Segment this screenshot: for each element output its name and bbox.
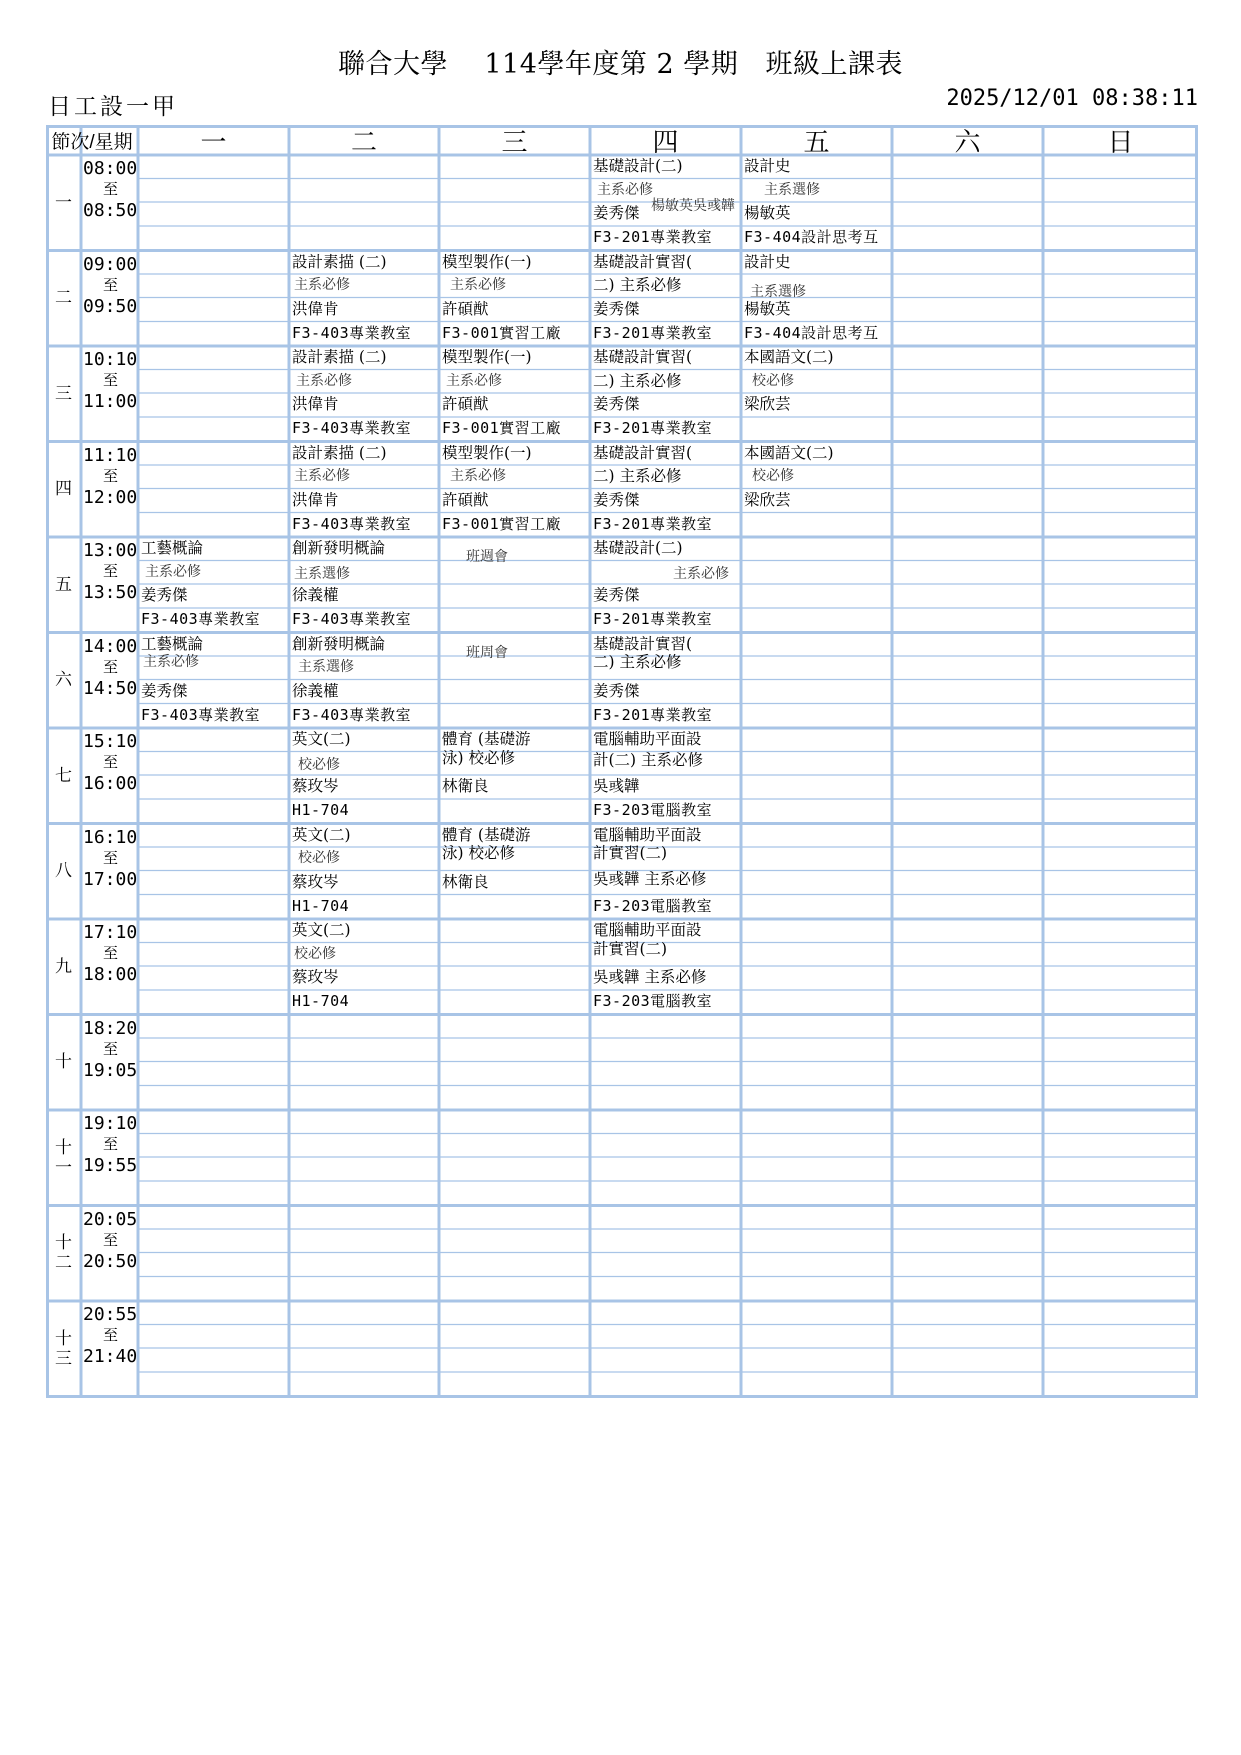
period-time-to: 至 — [103, 466, 119, 485]
period-time-start: 15:10 — [83, 731, 138, 752]
course-line: 本國語文(二) — [744, 348, 834, 366]
course-line: 校必修 — [298, 756, 340, 773]
course-line: 基礎設計(二) — [593, 157, 683, 175]
course-line: 姜秀傑 — [593, 490, 640, 509]
course-line: 蔡玫岑 — [292, 968, 339, 986]
period-time-to: 至 — [103, 180, 119, 198]
period-time — [83, 1304, 137, 1367]
course-line: F3-403專業教室 — [292, 419, 412, 437]
period-time-start: 20:05 — [83, 1208, 138, 1230]
course-line: 徐義權 — [292, 681, 339, 700]
course-line: 泳) 校必修 — [442, 844, 515, 863]
period-number: 一 — [55, 192, 72, 213]
period-time — [83, 540, 137, 603]
period-time-start: 19:10 — [83, 1113, 138, 1134]
course-line: 模型製作(一) — [442, 443, 532, 462]
course-line: F3-001實習工廠 — [442, 323, 562, 342]
course-line: 主系必修 — [597, 181, 653, 198]
course-line: 班周會 — [466, 644, 508, 661]
course-line: 主系必修 — [450, 277, 506, 293]
course-line: 主系必修 — [294, 468, 350, 484]
course-line: 校必修 — [294, 945, 336, 962]
course-line: 主系必修 — [673, 565, 729, 582]
course-line: 林衛良 — [442, 872, 489, 891]
period-time-end: 13:50 — [83, 582, 138, 603]
period-time-to: 至 — [103, 371, 119, 389]
course-line: 主系選修 — [294, 565, 350, 582]
period-time — [83, 349, 137, 412]
page-title: 聯合大學 114學年度第 2 學期 班級上課表 — [338, 49, 903, 80]
course-line: 創新發明概論 — [292, 634, 386, 653]
period-time-start: 16:10 — [83, 826, 138, 848]
period-time-end: 20:50 — [83, 1250, 138, 1272]
course-line: 計實習(二) — [593, 939, 668, 958]
period-number: 八 — [55, 861, 72, 882]
print-timestamp: 2025/12/01 08:38:11 — [946, 86, 1198, 111]
course-line: 許碩猷 — [442, 299, 489, 318]
course-line: 吳彧韡 主系必修 — [593, 968, 707, 986]
course-line: 電腦輔助平面設 — [593, 825, 702, 844]
course-line: 工藝概論 — [141, 634, 204, 653]
period-time — [83, 254, 137, 317]
period-time-start: 08:00 — [83, 158, 138, 179]
course-line: 基礎設計實習( — [593, 252, 693, 271]
course-line: F3-201專業教室 — [593, 514, 713, 533]
period-time-start: 10:10 — [83, 349, 138, 370]
course-line: 主系必修 — [296, 372, 352, 389]
period-time-end: 16:00 — [83, 773, 138, 794]
period-time-to: 至 — [103, 944, 119, 962]
course-line: 楊敏英 — [744, 299, 791, 318]
course-line: F3-403專業教室 — [141, 610, 261, 628]
course-line: H1-704 — [292, 896, 350, 915]
course-line: 吳彧韡 — [593, 777, 640, 795]
course-line: F3-001實習工廠 — [442, 419, 562, 437]
course-line: 英文(二) — [292, 825, 351, 844]
course-line: 工藝概論 — [141, 539, 204, 557]
period-time-end: 19:55 — [83, 1155, 138, 1176]
period-number: 四 — [55, 479, 72, 500]
period-number: 六 — [55, 670, 72, 691]
course-line: F3-203電腦教室 — [593, 801, 713, 819]
period-time-end: 21:40 — [83, 1346, 138, 1367]
period-time-to: 至 — [103, 657, 119, 676]
period-time-start: 14:00 — [83, 635, 138, 657]
course-line: 本國語文(二) — [744, 443, 834, 462]
period-time-to: 至 — [103, 1039, 119, 1058]
class-name: 日工設一甲 — [48, 94, 178, 120]
period-time — [83, 731, 137, 794]
course-line: 校必修 — [298, 850, 340, 866]
day-header: 二 — [350, 127, 377, 158]
day-header: 一 — [200, 127, 227, 158]
period-time-to: 至 — [103, 1135, 119, 1153]
course-line: H1-704 — [292, 801, 350, 819]
period-time-to: 至 — [103, 1326, 119, 1344]
course-line: 電腦輔助平面設 — [593, 921, 702, 939]
course-line: 班週會 — [466, 549, 508, 566]
course-line: 蔡玫岑 — [292, 777, 339, 795]
course-line: 基礎設計實習( — [593, 634, 693, 653]
course-line: 姜秀傑 — [593, 204, 640, 222]
period-time-to: 至 — [103, 848, 119, 867]
course-line: H1-704 — [292, 992, 350, 1010]
period-time-to: 至 — [103, 753, 119, 771]
header-corner-label: 節次/星期 — [51, 131, 133, 153]
course-line: F3-201專業教室 — [593, 419, 713, 437]
period-number: 十 三 — [55, 1328, 72, 1369]
period-time-end: 12:00 — [83, 486, 138, 508]
course-line: 基礎設計實習( — [593, 348, 693, 366]
course-line: 電腦輔助平面設 — [593, 730, 702, 748]
period-time-to: 至 — [103, 1230, 119, 1249]
course-line: 主系必修 — [294, 277, 350, 293]
period-time — [83, 445, 137, 508]
course-line: 主系必修 — [450, 468, 506, 484]
course-line: F3-404設計思考互 — [744, 228, 879, 246]
period-number: 九 — [55, 956, 72, 977]
course-line: 校必修 — [752, 372, 794, 389]
period-time-start: 20:55 — [83, 1304, 138, 1325]
course-line: 吳彧韡 主系必修 — [593, 870, 707, 889]
course-line: 許碩猷 — [442, 395, 489, 413]
course-line: F3-403專業教室 — [141, 705, 261, 724]
course-line: 創新發明概論 — [292, 539, 386, 557]
period-time-end: 17:00 — [83, 868, 138, 890]
period-number: 二 — [55, 288, 72, 309]
course-line: 主系選修 — [750, 284, 806, 301]
period-time-start: 11:10 — [83, 444, 138, 466]
period-number: 五 — [55, 574, 72, 595]
course-line: 計(二) 主系必修 — [593, 751, 704, 770]
course-line: 主系選修 — [764, 181, 820, 198]
course-line: 姜秀傑 — [141, 586, 188, 604]
period-time-to: 至 — [103, 275, 119, 294]
period-number: 十 二 — [55, 1233, 72, 1274]
course-line: 主系選修 — [298, 659, 354, 675]
day-header: 五 — [803, 127, 830, 158]
period-time — [83, 1209, 137, 1272]
course-line: 二) 主系必修 — [593, 371, 682, 390]
course-line: 姜秀傑 — [141, 681, 188, 700]
period-time — [83, 1113, 137, 1176]
course-line: 模型製作(一) — [442, 348, 532, 366]
course-line: 體育 (基礎游 — [442, 730, 531, 748]
course-line: 校必修 — [752, 468, 794, 484]
period-time-end: 08:50 — [83, 200, 138, 221]
course-line: 姜秀傑 — [593, 299, 640, 318]
period-time-start: 17:10 — [83, 922, 138, 943]
course-line: F3-403專業教室 — [292, 514, 412, 533]
timetable-grid — [46, 125, 1198, 1402]
day-header: 日 — [1107, 127, 1134, 158]
day-header: 三 — [501, 127, 528, 158]
course-line: 計實習(二) — [593, 844, 668, 863]
course-line: 二) 主系必修 — [593, 467, 682, 485]
course-line: 楊敏英 — [744, 204, 791, 222]
period-time-start: 18:20 — [83, 1017, 138, 1039]
course-line: F3-403專業教室 — [292, 705, 412, 724]
period-number: 三 — [55, 383, 72, 404]
day-header: 四 — [652, 127, 679, 158]
course-line: F3-201專業教室 — [593, 610, 713, 628]
course-line: 設計史 — [744, 252, 791, 271]
course-line: F3-201專業教室 — [593, 323, 713, 342]
course-line: 徐義權 — [292, 586, 339, 604]
course-line: 洪偉肯 — [292, 299, 339, 318]
course-line: F3-404設計思考互 — [744, 323, 879, 342]
course-line: 主系必修 — [446, 372, 502, 389]
course-line: 設計史 — [744, 157, 791, 175]
course-line: 設計素描 (二) — [292, 348, 387, 366]
course-line: 二) 主系必修 — [593, 276, 682, 294]
period-time-start: 09:00 — [83, 253, 138, 275]
period-time-end: 18:00 — [83, 964, 138, 985]
course-line: 姜秀傑 — [593, 681, 640, 700]
course-line: 英文(二) — [292, 921, 351, 939]
course-line: 許碩猷 — [442, 490, 489, 509]
period-number: 十 一 — [55, 1137, 72, 1178]
course-line: 主系必修 — [145, 563, 201, 580]
period-time-end: 11:00 — [83, 391, 138, 412]
course-line: 梁欣芸 — [744, 490, 791, 509]
period-time — [83, 827, 137, 890]
course-line: 體育 (基礎游 — [442, 825, 531, 844]
course-line: F3-403專業教室 — [292, 323, 412, 342]
period-time — [83, 636, 137, 699]
course-line: F3-203電腦教室 — [593, 896, 713, 915]
period-time — [83, 922, 137, 985]
course-line: 主系必修 — [143, 654, 199, 671]
period-number: 七 — [55, 765, 72, 786]
course-line: 姜秀傑 — [593, 395, 640, 413]
course-line: 蔡玫岑 — [292, 872, 339, 891]
period-time-to: 至 — [103, 562, 119, 580]
day-header: 六 — [954, 127, 981, 158]
course-line: 泳) 校必修 — [442, 748, 515, 767]
period-time-end: 14:50 — [83, 677, 138, 699]
course-line: 設計素描 (二) — [292, 443, 387, 462]
period-time-start: 13:00 — [83, 540, 138, 561]
course-line: F3-201專業教室 — [593, 228, 713, 246]
course-line: 姜秀傑 — [593, 586, 640, 604]
course-line: 洪偉肯 — [292, 490, 339, 509]
course-line: F3-203電腦教室 — [593, 992, 713, 1010]
course-line: 林衛良 — [442, 777, 489, 795]
course-line: 英文(二) — [292, 730, 351, 748]
course-line: 洪偉肯 — [292, 395, 339, 413]
course-line: F3-001實習工廠 — [442, 514, 562, 533]
course-line: 模型製作(一) — [442, 252, 532, 271]
course-line: 楊敏英吳彧韡 — [651, 197, 735, 214]
period-time-end: 19:05 — [83, 1059, 138, 1081]
course-line: F3-201專業教室 — [593, 705, 713, 724]
period-time-end: 09:50 — [83, 295, 138, 317]
course-line: 二) 主系必修 — [593, 653, 682, 672]
course-line: 設計素描 (二) — [292, 252, 387, 271]
course-line: 基礎設計實習( — [593, 443, 693, 462]
course-line: 基礎設計(二) — [593, 539, 683, 557]
period-number: 十 — [55, 1052, 72, 1073]
course-line: F3-403專業教室 — [292, 610, 412, 628]
course-line: 梁欣芸 — [744, 395, 791, 413]
period-time — [83, 158, 137, 221]
period-time — [83, 1018, 137, 1081]
